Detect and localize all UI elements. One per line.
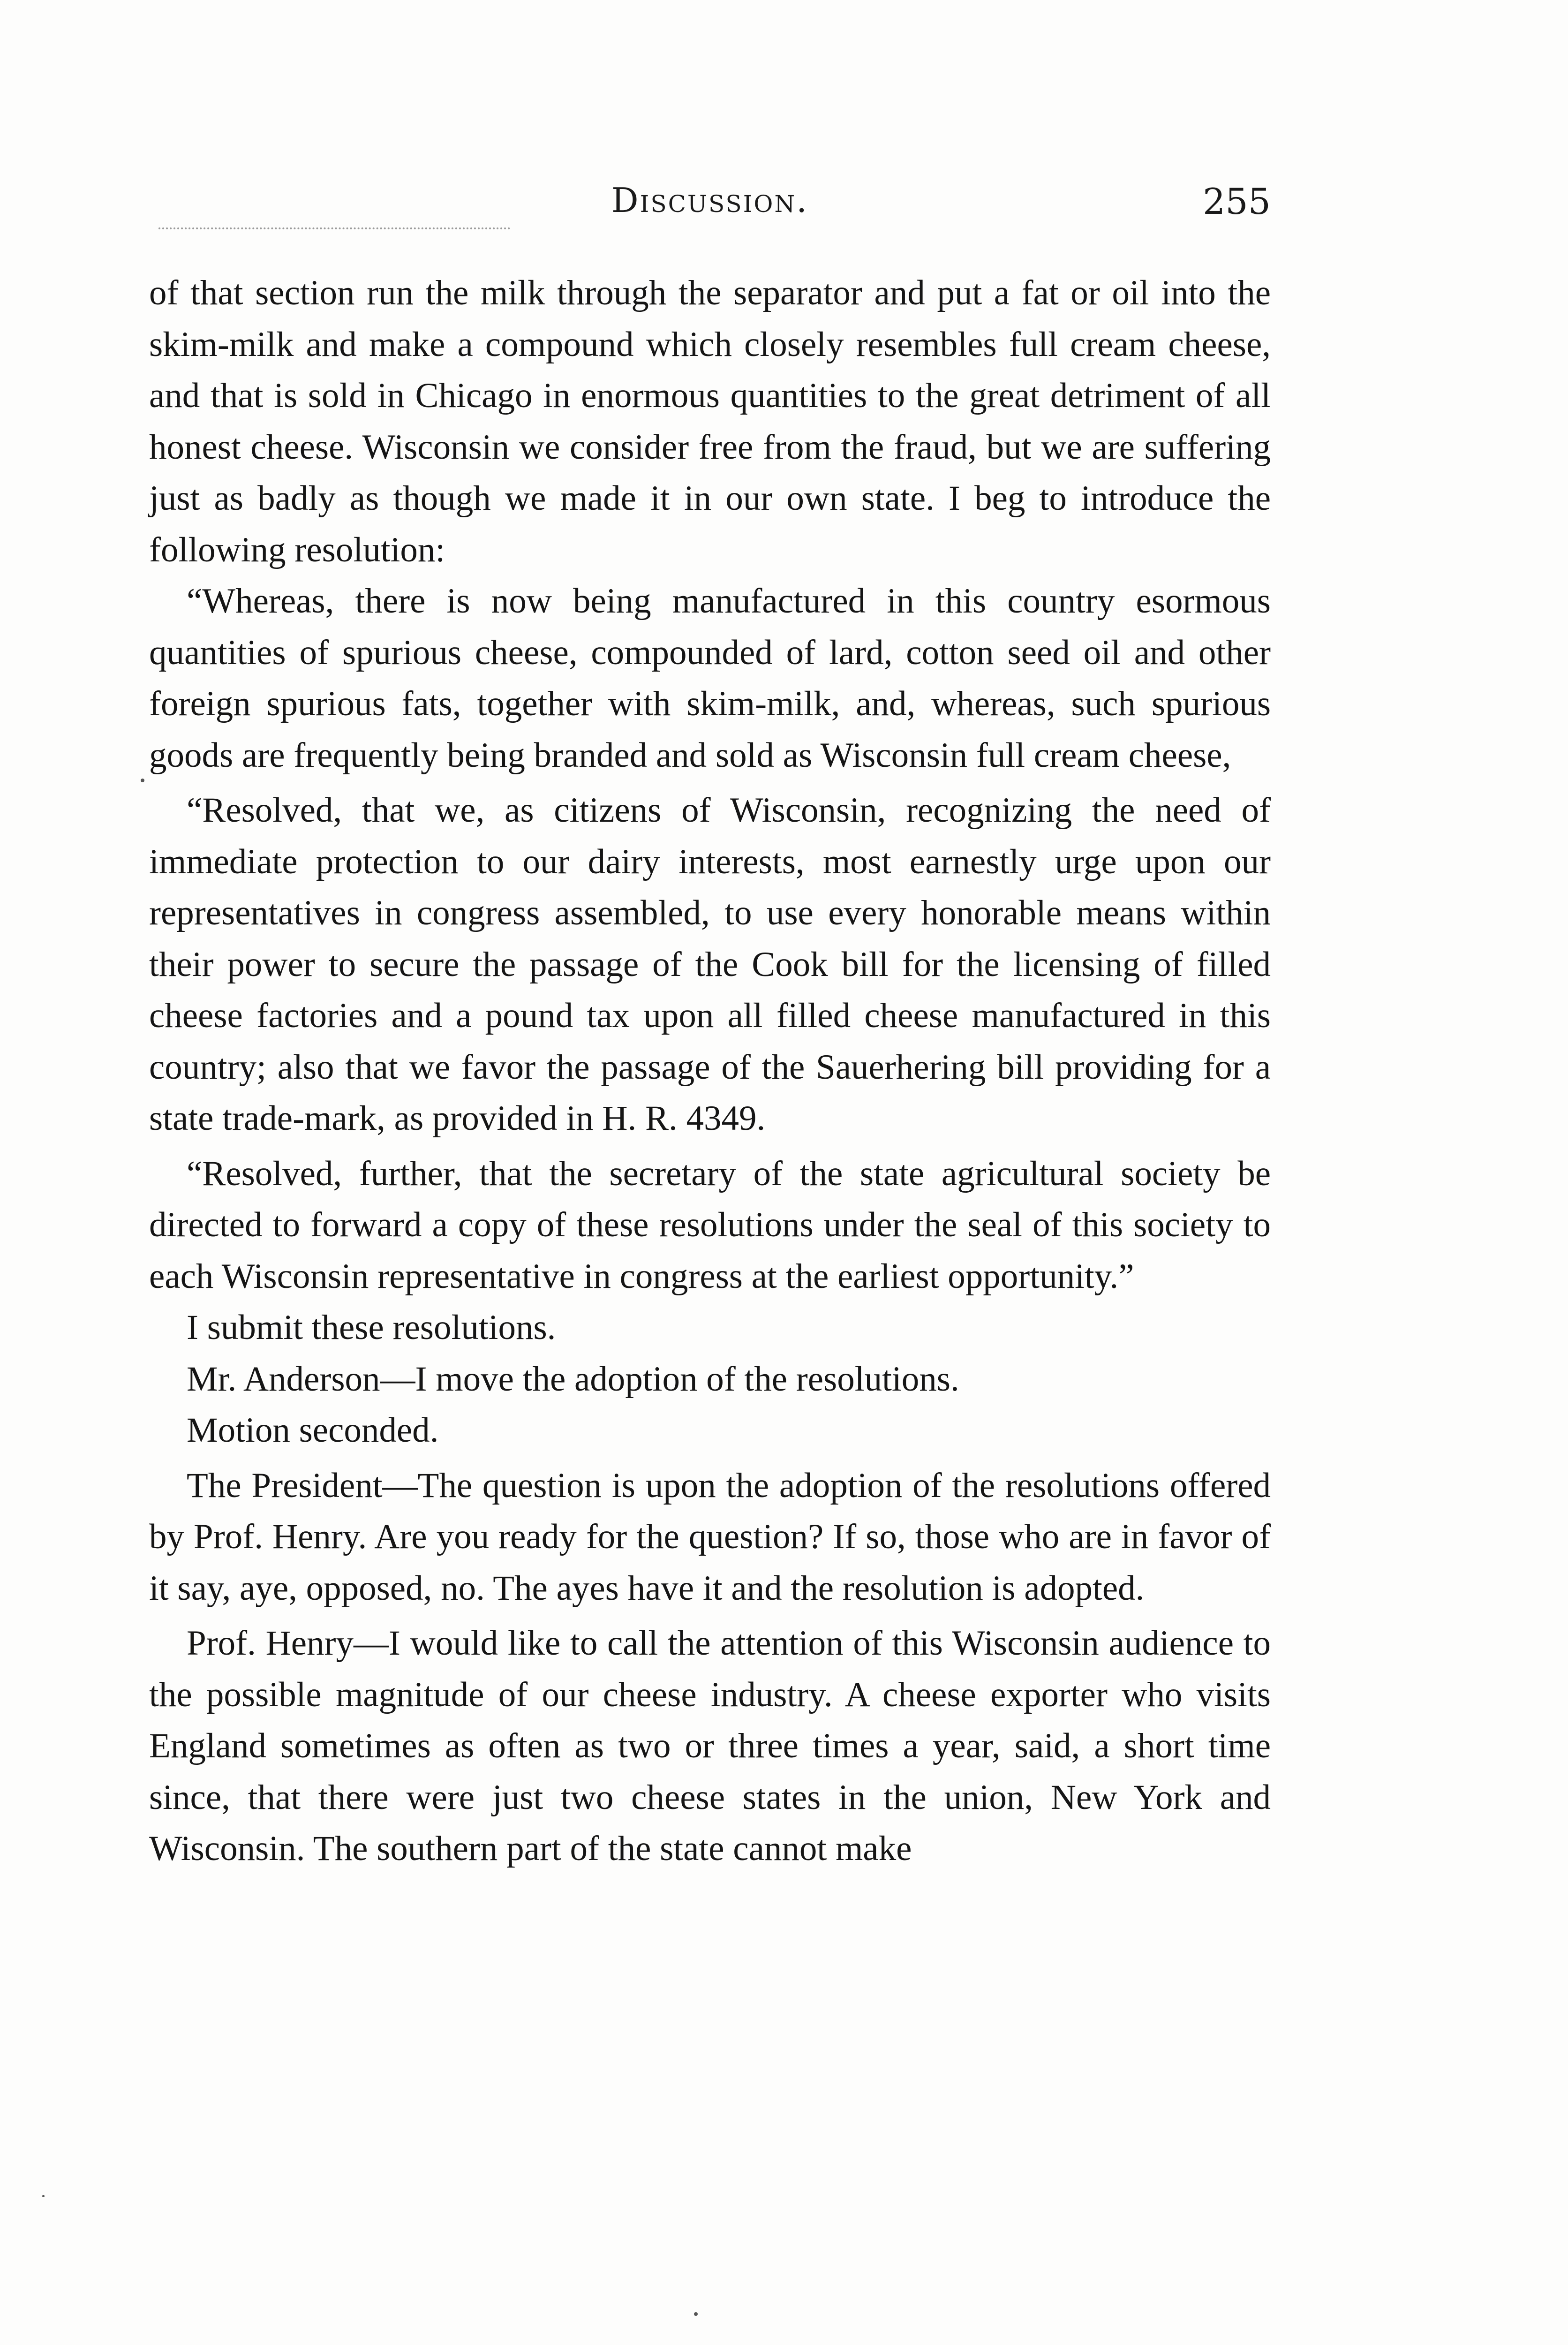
running-head — [149, 181, 1271, 232]
page-number: 255 — [1202, 181, 1271, 222]
print-speck — [694, 2312, 698, 2316]
paragraph-resolved: “Resolved, that we, as citizens of Wisconsin, recognizing the need of immediate protection to our dairy interests, most earnestly urge upon our representatives in congress assembled, to use every honorable means within their power to secure the passage of the Cook bill for the licensing of filled cheese factories and a pound tax upon all filled cheese manufactured in this country; also that we favor the passage of the Sauerhering bill providing for a state trade-mark, as provided in H. R. 4349. — [149, 791, 1271, 1138]
paragraph-anderson-motion: Mr. Anderson—I move the adoption of the resolutions. — [187, 1359, 959, 1399]
paragraph-henry: Prof. Henry—I would like to call the attention of this Wisconsin audience to the possible magnitude of our cheese industry. A cheese exporter who visits England sometimes as often as two or three times a year, said, a short time since, that there were just two cheese states in the union, New York and Wisconsin. The southern part of the state cannot make — [149, 1624, 1271, 1868]
print-speck — [141, 779, 144, 782]
running-title: Discussion. — [611, 181, 809, 220]
paragraph-resolved-further: “Resolved, further, that the secretary of the state agricultural society be directed to forward a copy of these resolutions under the seal of this society to each Wisconsin representative in congress at the earliest opportunity.” — [149, 1154, 1271, 1296]
paragraph-president: The President—The question is upon the adoption of the resolutions offered by Prof. Henry. Are you ready for the question? If so, those who are in favor of it say, aye, opposed, no. The ayes have it and the resolution is adopted. — [149, 1466, 1271, 1608]
print-speck — [42, 2195, 45, 2197]
paragraph-whereas: “Whereas, there is now being manufactured in this country esormous quantities of spurious cheese, compounded of lard, cotton seed oil and other foreign spurious fats, together with skim-milk, and, whereas, such spurious goods are frequently being branded and sold as Wisconsin full cream cheese, — [149, 582, 1271, 775]
paragraph-continuation: of that section run the milk through the separator and put a fat or oil into the skim-milk and make a compound which closely resembles full cream cheese, and that is sold in Chicago in enormous quantities to the great detriment of all honest cheese. Wisconsin we consider free from the fraud, but we are suffering just as badly as though we made it in our own state. I beg to introduce the following resolution: — [149, 273, 1271, 569]
paragraph-submit: I submit these resolutions. — [187, 1308, 556, 1347]
body-text — [149, 267, 1271, 1875]
header-dotted-rule — [158, 227, 510, 229]
paragraph-motion-seconded: Motion seconded. — [187, 1411, 439, 1450]
